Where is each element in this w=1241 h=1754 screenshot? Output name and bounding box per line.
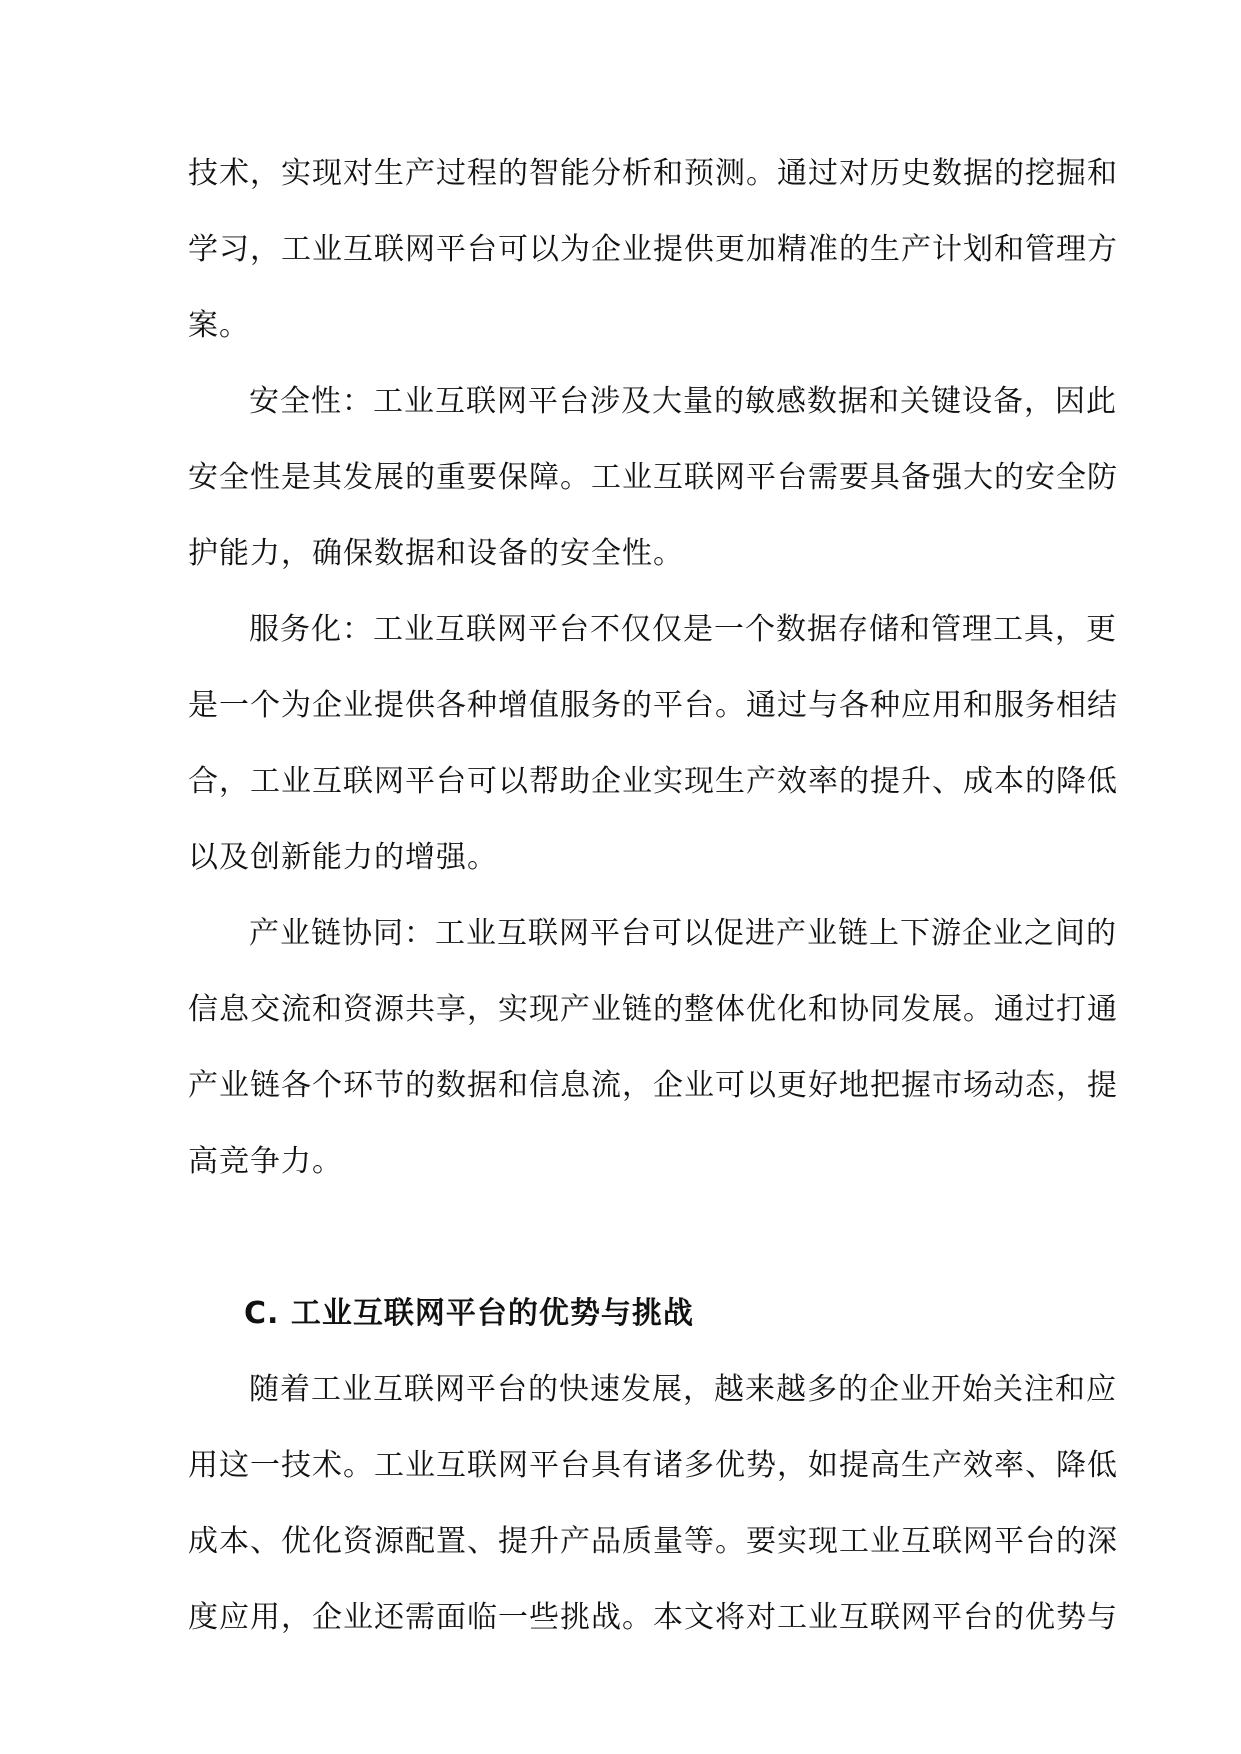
text-line: 产业链协同：工业互联网平台可以促进产业链上下游企业之间的 xyxy=(249,916,1117,951)
text-line: 成本、优化资源配置、提升产品质量等。要实现工业互联网平台的深 xyxy=(188,1524,1118,1559)
paragraph-advantages xyxy=(188,1356,1118,1660)
text-line: 用这一技术。工业互联网平台具有诸多优势，如提高生产效率、降低 xyxy=(188,1448,1118,1483)
text-line: 信息交流和资源共享，实现产业链的整体优化和协同发展。通过打通 xyxy=(188,992,1118,1027)
paragraph-industry-chain xyxy=(188,900,1118,1204)
paragraph-service xyxy=(188,596,1118,900)
text-line: 学习，工业互联网平台可以为企业提供更加精准的生产计划和管理方 xyxy=(188,232,1118,267)
text-line: 服务化：工业互联网平台不仅仅是一个数据存储和管理工具，更 xyxy=(249,612,1117,647)
text-line: 以及创新能力的增强。 xyxy=(188,840,498,875)
text-line: 合，工业互联网平台可以帮助企业实现生产效率的提升、成本的降低 xyxy=(188,764,1118,799)
spacer xyxy=(188,1204,1053,1280)
text-line: 产业链各个环节的数据和信息流，企业可以更好地把握市场动态，提 xyxy=(188,1068,1118,1103)
text-line: 案。 xyxy=(188,308,250,343)
text-line: 技术，实现对生产过程的智能分析和预测。通过对历史数据的挖掘和 xyxy=(188,156,1118,191)
section-heading: C. 工业互联网平台的优势与挑战 xyxy=(244,1296,694,1331)
text-line: 是一个为企业提供各种增值服务的平台。通过与各种应用和服务相结 xyxy=(188,688,1118,723)
text-line: 安全性：工业互联网平台涉及大量的敏感数据和关键设备，因此 xyxy=(249,384,1117,419)
document-body xyxy=(188,140,1118,1660)
text-line: 高竞争力。 xyxy=(188,1144,343,1179)
text-line: 护能力，确保数据和设备的安全性。 xyxy=(188,536,684,571)
text-line: 度应用，企业还需面临一些挑战。本文将对工业互联网平台的优势与 xyxy=(188,1600,1118,1635)
paragraph-continuation xyxy=(188,140,1118,368)
paragraph-security xyxy=(188,368,1118,596)
text-line: 随着工业互联网平台的快速发展，越来越多的企业开始关注和应 xyxy=(249,1372,1117,1407)
text-line: 安全性是其发展的重要保障。工业互联网平台需要具备强大的安全防 xyxy=(188,460,1118,495)
